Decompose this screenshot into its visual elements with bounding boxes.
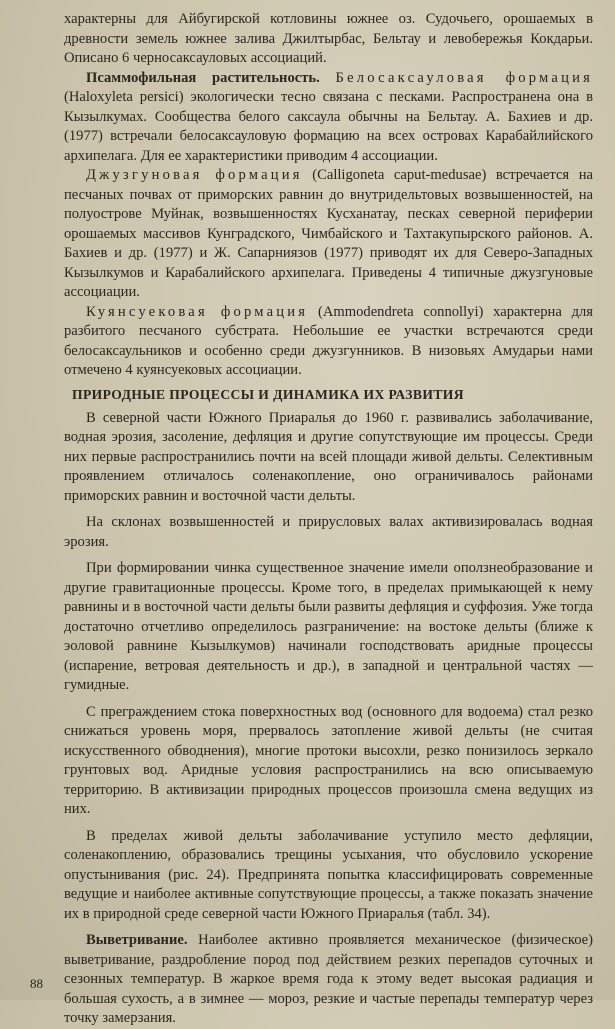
paragraph-gap <box>64 506 593 513</box>
psammophilic-heading: Псаммофильная растительность. <box>86 69 320 86</box>
section-heading: ПРИРОДНЫЕ ПРОЦЕССЫ И ДИНАМИКА ИХ РАЗВИТИЯ <box>72 386 464 402</box>
page-number: 88 <box>30 976 43 991</box>
paragraph-slopes: На склонах возвышенностей и прирусловых валах активизировалась водная эрозия. <box>64 514 593 550</box>
weathering-text: Наиболее активно проявляется механическое (физическое) выветривание, раздробление пород под действием резких перепадов суточных и сезонных температур. В жаркое время года к этому ведет высокая радиация и большая сухость, а в зимнее — мороз, резкие и частые перепады температур через точку замерзания. <box>64 932 593 1026</box>
paragraph-intro: характерны для Айбугирской котловины южнее оз. Судочьего, орошаемых в древности земель южнее залива Джилтырбас, Бельтау и левобережья Кокдарьи. Описано 6 черносаксауловых ассоциаций. <box>64 11 593 66</box>
paragraph-kuyansuek <box>64 303 593 381</box>
paragraph-gap <box>64 552 593 559</box>
paragraph-gap <box>64 820 593 827</box>
weathering-heading: Выветривание. <box>86 932 188 948</box>
kuyansuek-text: (Ammodendreta connollyi) характерна для разбитого песчаного субстрата. Небольшие ее участки встречаются среди белосаксаульников и особенно среди джузгунников. В низовьях Амударьи нами отмечено 4 куянсуековых ассоциации. <box>64 303 593 378</box>
paragraph-dzhuzgun <box>64 166 593 303</box>
paragraph-northern-part: В северной части Южного Приаралья до 1960 г. развивались заболачивание, водная эрозия, засоление, дефляция и другие сопутствующие им процессы. Среди них первые распространились почти на всей площади живой дельты. Селективным проявлением отличалось соленакопление, оно ограничивалось районами приморских равнин и восточной части дельты. <box>64 409 593 504</box>
kuyansuek-term: Куянсуековая формация <box>86 303 309 320</box>
white-saxaul-text: (Haloxyleta persici) экологически тесно связана с песками. Распространена она в Кызылкумах. Сообщества белого саксаула обычны на Бельтау. А. Бахиев и др. (1977) встречали белосаксауловую формацию на всех островах Карабайлийского архипелага. Для ее характеристики приводим 4 ассоциации. <box>64 89 593 164</box>
paragraph-living-delta: В пределах живой дельты заболачивание уступило место дефляции, соленакоплению, образовались трещины усыхания, что обусловило ускорение опустынивания (рис. 24). Предпринята попытка классифицировать современные ведущие и наиболее активные сопутствующие процессы, а также показать значение их в природной среде северной части Южного Приаралья (табл. 34). <box>64 827 593 922</box>
dzhuzgun-text: (Calligoneta caput-medusae) встречается на песчаных почвах от приморских равнин до внутридельтовых возвышенностей, на полуострове Муйнак, возвышенностях Кусханатау, песках северной периферии орошаемых массивов Кунградского, Чимбайского и Тахтакупырского районов. А. Бахиев и др. (1977) и Ж. Сапарниязов (1977) приводят их для Северо-Западных Кызылкумов и Карабалийского архипелага. Приведены 4 типичные джузгуновые ассоциации. <box>64 167 593 300</box>
paragraph-gap <box>64 696 593 703</box>
paragraph-psammophilic <box>64 69 593 167</box>
paragraph-weathering <box>64 931 593 1029</box>
white-saxaul-term: Белосаксауловая формация <box>335 69 593 86</box>
paragraph-regulation: С преграждением стока поверхностных вод (основного для водоема) стал резко снижаться уровень моря, прервалось затопление живой дельты (не считая искусственного обводнения), многие протоки высохли, резко понизилось зеркало грунтовых вод. Аридные условия распространились на всю описываемую территорию. В активизации природных процессов произошла смена ведущих из них. <box>64 703 593 817</box>
paragraph-chink: При формировании чинка существенное значение имели оползнеобразование и другие гравитационные процессы. Кроме того, в пределах примыкающей к нему равнины и в восточной части дельты были развиты дефляция и суффозия. Уже тогда достаточно отчетливо определилось разграничение: на востоке дельты (ближе к эоловой равнине Кызылкумов) начинали господствовать аридные процессы (испарение, ветровая деятельность и др.), в западной и центральной частях — гумидные. <box>64 560 593 693</box>
dzhuzgun-term: Джузгуновая формация <box>86 167 303 183</box>
paragraph-gap <box>64 924 593 931</box>
